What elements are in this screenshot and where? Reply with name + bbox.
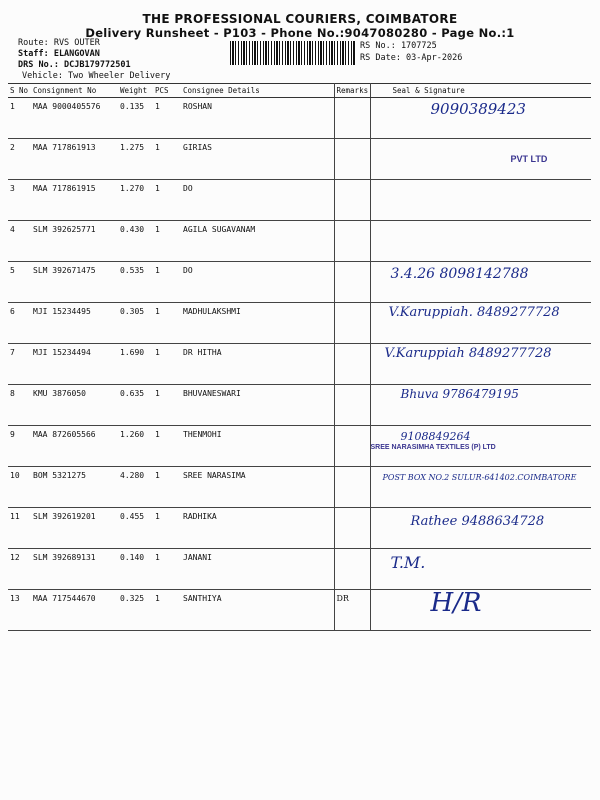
handwritten-signature: Rathee 9488634728 [410,514,545,529]
row-consignment: BOM 5321275 [31,467,118,508]
company-stamp: PVT LTD [510,154,548,164]
row-consignment: MJI 15234494 [31,344,118,385]
row-consignee: MADHULAKSHMI [181,303,334,344]
row-weight: 0.635 [118,385,153,426]
row-pcs: 1 [153,467,181,508]
row-weight: 0.455 [118,508,153,549]
row-weight: 0.325 [118,590,153,631]
row-signature [370,467,591,508]
table-row [8,98,591,139]
row-remarks [334,221,370,262]
company-stamp: SREE NARASIMHA TEXTILES (P) LTD [370,444,496,451]
row-remarks [334,549,370,590]
barcode [230,41,356,65]
table-row [8,590,591,631]
row-remarks [334,139,370,180]
row-remarks [334,426,370,467]
row-consignee: JANANI [181,549,334,590]
drs-label: DRS No.: DCJB179772501 [18,60,131,70]
table-row [8,139,591,180]
table-header-row [8,84,591,98]
row-weight: 0.535 [118,262,153,303]
col-remarks: Remarks [334,84,370,98]
row-sno: 2 [8,139,31,180]
runsheet-subtitle: Delivery Runsheet - P103 - Phone No.:9047080280 - Page No.:1 [85,26,515,40]
table-row [8,549,591,590]
rs-date: RS Date: 03-Apr-2026 [360,53,463,63]
table-row [8,467,591,508]
row-signature [370,98,591,139]
row-consignment: SLM 392671475 [31,262,118,303]
handwritten-signature: Bhuva 9786479195 [400,387,519,401]
table-row [8,344,591,385]
row-pcs: 1 [153,303,181,344]
row-consignment: MAA 717861915 [31,180,118,221]
row-signature [370,549,591,590]
row-sno: 5 [8,262,31,303]
table-row [8,262,591,303]
row-remarks [334,385,370,426]
handwritten-signature: H/R [430,588,482,618]
row-signature [370,262,591,303]
row-weight: 0.430 [118,221,153,262]
row-consignment: KMU 3876050 [31,385,118,426]
row-pcs: 1 [153,385,181,426]
table-row [8,508,591,549]
staff-label: Staff: ELANGOVAN [18,49,100,59]
row-pcs: 1 [153,590,181,631]
table-row [8,180,591,221]
table-row [8,221,591,262]
table-row [8,426,591,467]
row-pcs: 1 [153,508,181,549]
handwritten-signature: V.Karuppiah. 8489277728 [388,305,560,320]
handwritten-signature: V.Karuppiah 8489277728 [384,346,552,361]
row-pcs: 1 [153,262,181,303]
row-signature [370,154,591,221]
col-pcs: PCS [153,84,181,98]
row-consignee: THENMOHI [181,426,334,467]
row-consignment: MAA 717544670 [31,590,118,631]
row-consignment: SLM 392619201 [31,508,118,549]
row-remarks [334,344,370,385]
row-signature [370,426,591,467]
row-consignment: SLM 392689131 [31,549,118,590]
row-sno: 9 [8,426,31,467]
row-consignee: RADHIKA [181,508,334,549]
row-remarks [334,467,370,508]
runsheet-table [8,83,591,631]
row-sno: 3 [8,180,31,221]
company-title: THE PROFESSIONAL COURIERS, COIMBATORE [142,12,458,26]
row-consignee: SREE NARASIMA [181,467,334,508]
table-row [8,303,591,344]
table-row [8,385,591,426]
row-consignee: DO [181,262,334,303]
row-remarks [334,98,370,139]
row-signature [370,508,591,549]
row-signature [370,344,591,385]
row-consignee: ROSHAN [181,98,334,139]
handwritten-signature: 9108849264 [400,430,471,443]
row-consignment: MAA 717861913 [31,139,118,180]
row-signature [370,221,591,262]
col-signature: Seal & Signature [370,84,591,98]
row-remarks [334,180,370,221]
col-weight: Weight [118,84,153,98]
handwritten-signature: 9090389423 [430,100,526,118]
row-weight: 0.135 [118,98,153,139]
row-remarks [334,262,370,303]
col-sno: S No [8,84,31,98]
handwritten-signature: 3.4.26 8098142788 [390,266,529,282]
row-consignee: SANTHIYA [181,590,334,631]
row-pcs: 1 [153,549,181,590]
row-weight: 1.260 [118,426,153,467]
row-sno: 12 [8,549,31,590]
row-remarks [334,303,370,344]
row-consignment: MAA 872605566 [31,426,118,467]
row-consignment: MAA 9000405576 [31,98,118,139]
row-weight: 1.690 [118,344,153,385]
row-signature [370,590,591,631]
row-pcs: 1 [153,98,181,139]
handwritten-signature: T.M. [390,553,426,572]
row-weight: 4.280 [118,467,153,508]
row-weight: 1.275 [118,139,153,180]
row-sno: 13 [8,590,31,631]
row-sno: 11 [8,508,31,549]
row-sno: 10 [8,467,31,508]
row-signature [370,139,591,180]
row-sno: 1 [8,98,31,139]
rs-number: RS No.: 1707725 [360,41,437,51]
row-weight: 0.305 [118,303,153,344]
row-sno: 7 [8,344,31,385]
row-sno: 6 [8,303,31,344]
row-consignee: DR HITHA [181,344,334,385]
row-consignee: AGILA SUGAVANAM [181,221,334,262]
row-remarks [334,508,370,549]
vehicle-label: Vehicle: Two Wheeler Delivery [22,71,171,81]
row-consignment: SLM 392625771 [31,221,118,262]
row-pcs: 1 [153,180,181,221]
row-pcs: 1 [153,221,181,262]
handwritten-signature: POST BOX NO.2 SULUR-641402.COIMBATORE [382,473,577,482]
col-consignment: Consignment No [31,84,118,98]
row-consignment: MJI 15234495 [31,303,118,344]
row-consignee: GIRIAS [181,139,334,180]
row-remarks: DR [334,590,370,631]
row-pcs: 1 [153,426,181,467]
row-sno: 4 [8,221,31,262]
row-signature [370,385,591,426]
row-sno: 8 [8,385,31,426]
route-label: Route: RVS OUTER [18,38,100,48]
col-consignee: Consignee Details [181,84,334,98]
row-weight: 0.140 [118,549,153,590]
row-pcs: 1 [153,139,181,180]
row-signature [370,303,591,344]
row-consignee: BHUVANESWARI [181,385,334,426]
row-consignee: DO [181,180,334,221]
row-pcs: 1 [153,344,181,385]
row-weight: 1.270 [118,180,153,221]
